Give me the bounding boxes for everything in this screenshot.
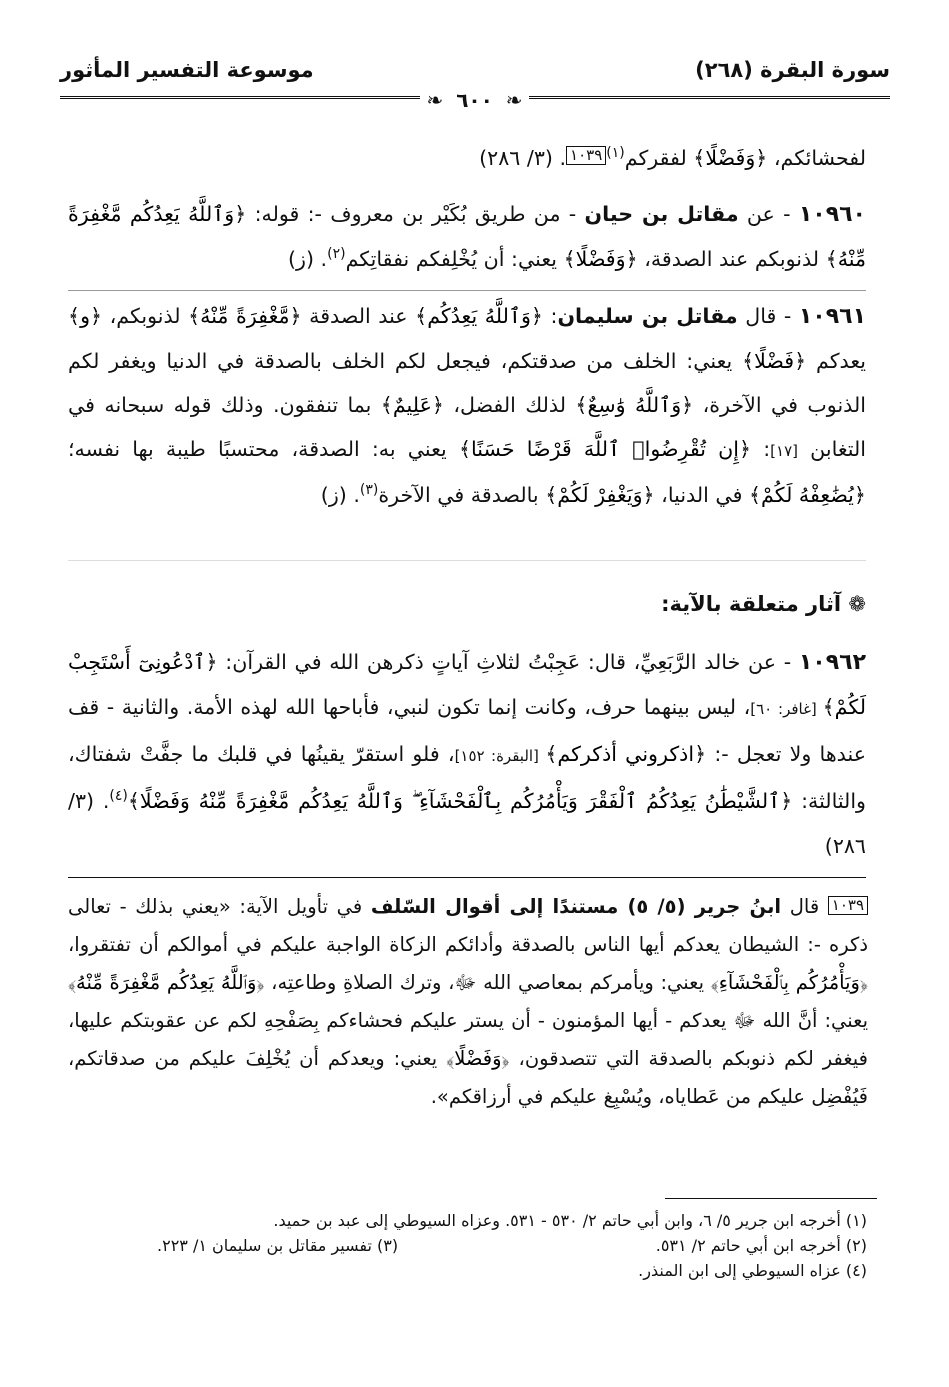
page-number [0,88,949,112]
quran-quote: ﴿وَيَغْفِرْ لَكُمْ﴾ [545,483,655,507]
quran-quote: ﴿وَفَضْلًا﴾ [446,1047,510,1070]
footnote-marker[interactable]: (٤) [109,788,128,805]
book-title: موسوعة التفسير المأثور [60,58,314,82]
narrator-name: مقاتل بن سليمان [557,304,738,328]
divider [68,560,866,561]
footnote-4: (٤) عزاه السيوطي إلى ابن المنذر. [638,1261,867,1280]
quran-quote: ﴿وَٱللَّهُ يَعِدُكُم مَّغْفِرَةً مِّنْهُ﴾ [68,971,265,994]
footnote-2: (٢) أخرجه ابن أبي حاتم ٢/ ٥٣١. [655,1236,867,1255]
footnote-marker[interactable]: (٢) [327,246,346,263]
entry-10961: ١٠٩٦١ - قال مقاتل بن سليمان: ﴿وَٱللَّهُ يَعِدُكُم﴾ عند الصدقة ﴿مَّغْفِرَةً مِّنْهُ﴾ لذنوبكم، ﴿و﴾يعدكم ﴿فَضْلًا﴾ يعني: الخلف من صدقتكم، فيجعل لكم الخلف بالصدقة في الدنيا ويغفر لكم الذنوب في الآخرة، ﴿وَٱللَّهُ وَٰسِعٌ﴾ لذلك الفضل، ﴿عَلِيمٌ﴾ بما تنفقون. وذلك قوله سبحانه في التغابن [١٧]: ﴿إِن تُقْرِضُوا۟ ٱللَّهَ قَرْضًا حَسَنًا﴾ يعني به: الصدقة، محتسبًا طيبة بها نفسه؛ ﴿يُضَٰعِفْهُ لَكُمْ﴾ في الدنيا، ﴿وَيَغْفِرْ لَكُمْ﴾ بالصدقة في الآخرة$^{(٣)}$. (ز) [68,304,867,507]
divider [68,290,866,291]
entry-number: ١٠٩٦١ [798,304,866,329]
footnote-row-2-3 [77,1233,867,1258]
page-number-value: ❧ ٦٠٠ ❧ [420,88,528,112]
narrator-name: مقاتل بن حيان [584,202,739,226]
quran-quote: ﴿يُضَٰعِفْهُ لَكُمْ﴾ [748,483,866,507]
quran-quote: ﴿ٱدْعُونِىٓ أَسْتَجِبْ لَكُمْ﴾ [68,650,866,719]
commentary-ref-box[interactable]: ١٠٣٩ [566,146,606,165]
quran-quote: ﴿ٱلشَّيْطَٰنُ يَعِدُكُمُ ٱلْفَقْرَ وَيَأْمُرُكُم بِٱلْفَحْشَآءِ ۖ وَٱللَّهُ يَعِدُكُم مَّغْفِرَةً مِّنْهُ وَفَضْلًا﴾ [127,789,793,813]
quran-quote: ﴿عَلِيمٌ﴾ [380,393,444,417]
verse-ref: (٢٦٨) [695,58,753,82]
commentary-note: ١٠٣٩ قال ابنُ جرير (٥/ ٥) مستندًا إلى أقوال السّلف في تأويل الآية: «يعني بذلك - تعالى ذكره -: الشيطان يعدكم أيها الناس بالصدقة وأدائكم الزكاة الواجبة عليكم في أموالكم أن تفتقروا، ﴿وَيَأْمُرُكُم بِٱلْفَحْشَآءِ﴾ يعني: ويأمركم بمعاصي الله ﷻ، وترك الصلاةِ وطاعتِه، ﴿وَٱللَّهُ يَعِدُكُم مَّغْفِرَةً مِّنْهُ﴾ يعني: أنَّ الله ﷻ يعدكم - أيها المؤمنون - أن يستر عليكم فحشاءكم بِصَفْحِهِ لكم عن عقوبتكم عليها، فيغفر لكم ذنوبكم بالصدقة التي تتصدقون، ﴿وَفَضْلًا﴾ يعني: ويعدكم أن يُخْلِفَ عليكم من صدقاتكم، فَيُفْضِل عليكم من عَطاياه، ويُسْبِغ عليكم في أرزاقكم». [68,895,868,1108]
quran-quote: ﴿وَفَضْلًا﴾ [693,146,768,170]
footnote-3: (٣) تفسير مقاتل بن سليمان ١/ ٢٢٣. [157,1236,399,1255]
commentary-rule [68,877,866,878]
quran-quote: ﴿وَٱللَّهُ وَٰسِعٌ﴾ [575,393,694,417]
quran-quote: ﴿مَّغْفِرَةً مِّنْهُ﴾ [188,304,302,328]
commentary-source: ابنُ جرير (٥/ ٥) مستندًا إلى أقوال السّلف [370,895,782,918]
section-heading: ❁ آثار متعلقة بالآية: [661,592,866,616]
surah-title: سورة البقرة [760,58,890,82]
verse-citation: [غافر: ٦٠] [750,700,823,718]
footnote-marker[interactable]: (١) [606,145,625,162]
footnote-rule [665,1198,877,1199]
quran-quote: ﴿وَٱللَّهُ يَعِدُكُم مَّغْفِرَةً مِّنْهُ﴾ [68,202,866,271]
quran-quote: ﴿فَضْلًا﴾ [742,349,807,373]
quran-quote: ﴿وَيَأْمُرُكُم بِٱلْفَحْشَآءِ﴾ [710,971,868,994]
footnote-1: (١) أخرجه ابن جرير ٥/ ٦، وابن أبي حاتم ٢/ ٥٣٠ - ٥٣١. وعزاه السيوطي إلى عبد بن حميد. [273,1211,867,1230]
quran-quote: ﴿إِن تُقْرِضُوا۟ ٱللَّهَ قَرْضًا حَسَنًا﴾ [458,437,752,461]
footnotes [77,1208,867,1283]
entry-10962: ١٠٩٦٢ - عن خالد الرَّبَعِيِّ، قال: عَجِبْتُ لثلاثِ آياتٍ ذكرهن الله في القرآن: ﴿ٱدْعُونِىٓ أَسْتَجِبْ لَكُمْ﴾ [غافر: ٦٠]، ليس بينهما حرف، وكانت إنما تكون لنبي، فأباحها الله لهذه الأمة. والثانية - قف عندها ولا تعجل -: ﴿اذكروني أذكركم﴾ [البقرة: ١٥٢]، فلو استقرّ يقينُها في قلبك ما جفَّتْ شفتاك، والثالثة: ﴿ٱلشَّيْطَٰنُ يَعِدُكُمُ ٱلْفَقْرَ وَيَأْمُرُكُم بِٱلْفَحْشَآءِ ۖ وَٱللَّهُ يَعِدُكُم مَّغْفِرَةً مِّنْهُ وَفَضْلًا﴾$^{(٤)}$. (٣/ ٢٨٦) [68,650,866,858]
footnote-marker[interactable]: (٣) [359,482,379,499]
entry-number: ١٠٩٦٢ [798,650,866,675]
quran-quote: ﴿اذكروني أذكركم﴾ [545,742,707,766]
quran-quote: ﴿و﴾ [68,304,103,328]
verse-citation: [البقرة: ١٥٢] [454,747,546,765]
entry-10960: ١٠٩٦٠ - عن مقاتل بن حيان - من طريق بُكَيْر بن معروف -: قوله: ﴿وَٱللَّهُ يَعِدُكُم مَّغْفِرَةً مِّنْهُ﴾ لذنوبكم عند الصدقة، ﴿وَفَضْلًا﴾ يعني: أن يُخْلِفكم نفقاتِكم$^{(٢)}$. (ز) [68,202,866,271]
verse-citation: [١٧] [770,442,799,460]
commentary-ref-box: ١٠٣٩ [828,896,868,915]
running-head-surah [695,58,890,82]
opening-paragraph: لفحشائكم، ﴿وَفَضْلًا﴾ لفقركم$^{(١)}$١٠٣٩. (٣/ ٢٨٦) [479,145,866,170]
quran-quote: ﴿وَفَضْلًا﴾ [563,247,638,271]
quran-quote: ﴿وَٱللَّهُ يَعِدُكُم﴾ [415,304,543,328]
entry-number: ١٠٩٦٠ [798,202,866,227]
